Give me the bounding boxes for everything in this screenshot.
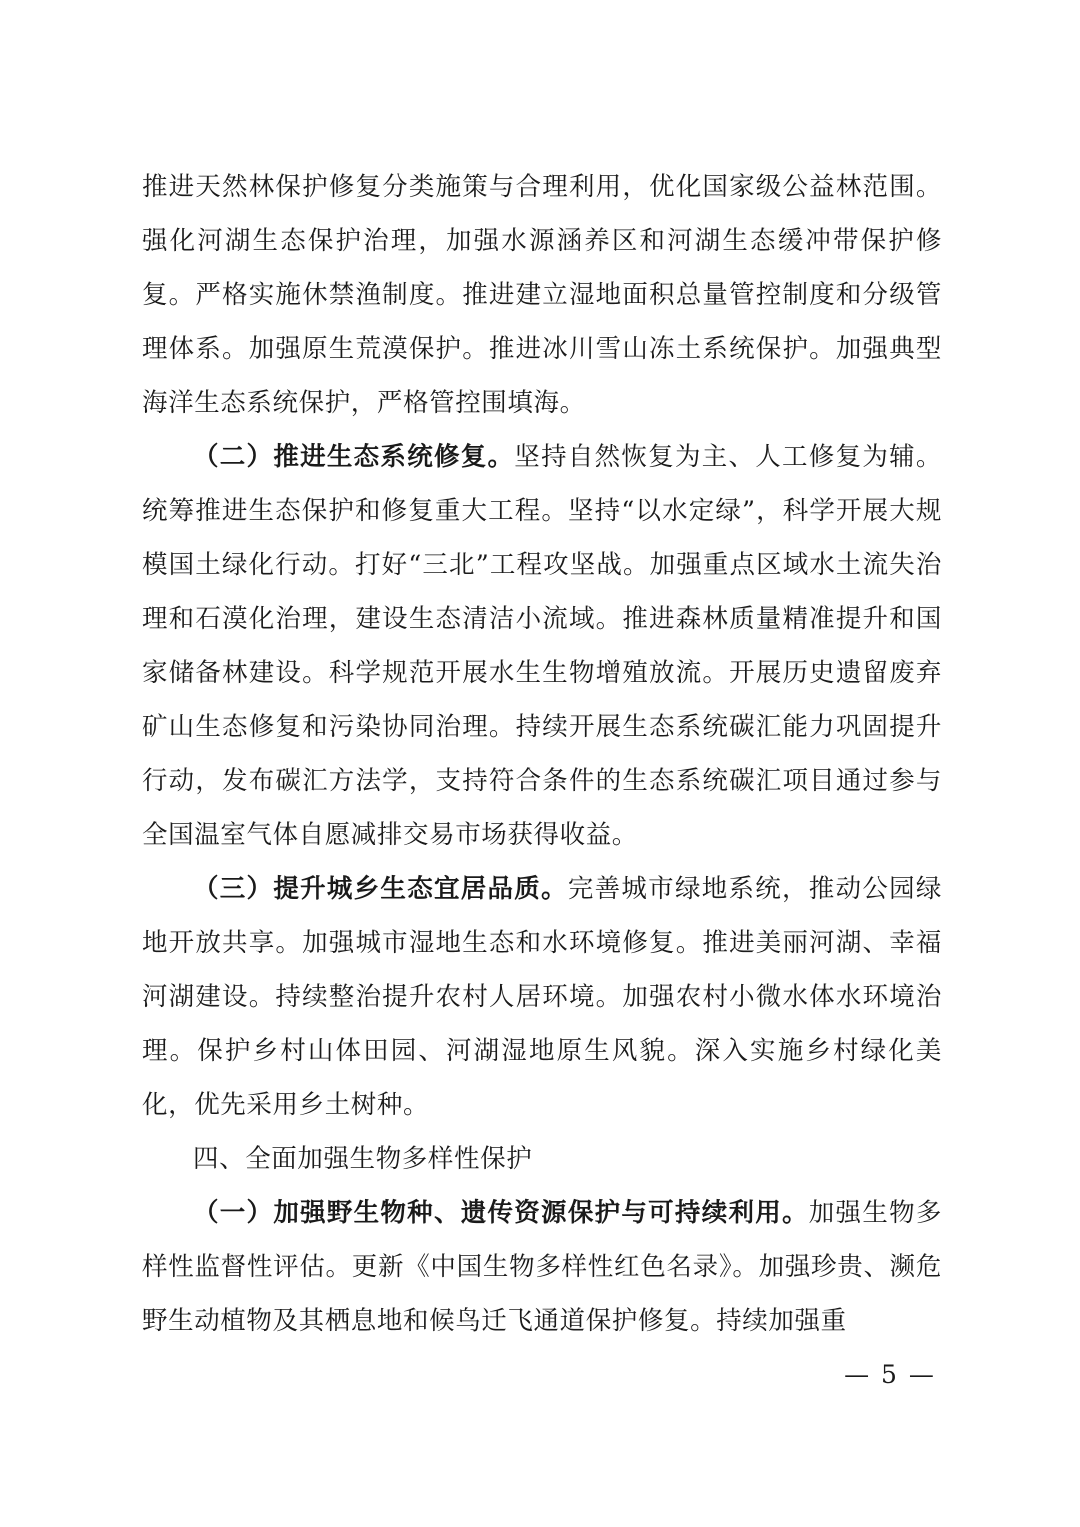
paragraph-wild-species-protection (142, 1186, 942, 1348)
paragraph-text: 完善城市绿地系统，推动公园绿地开放共享。加强城市湿地生态和水环境修复。推进美丽河湖、幸福河湖建设。持续整治提升农村人居环境。加强农村小微水体水环境治理。保护乡村山体田园、河湖湿地原生风貌。深入实施乡村绿化美化，优先采用乡土树种。 (142, 874, 943, 1120)
paragraph-ecosystem-restoration (142, 430, 942, 862)
page-number: — 5 — (844, 1360, 936, 1389)
document-body (142, 160, 942, 1348)
section-heading-text: 四、全面加强生物多样性保护 (193, 1144, 533, 1174)
section-lead: （二）推进生态系统修复。 (193, 442, 515, 472)
section-lead: （一）加强野生物种、遗传资源保护与可持续利用。 (193, 1198, 809, 1228)
paragraph-urban-rural-livability (142, 862, 942, 1132)
paragraph-text: 坚持自然恢复为主、人工修复为辅。统筹推进生态保护和修复重大工程。坚持“以水定绿”，科学开展大规模国土绿化行动。打好“三北”工程攻坚战。加强重点区域水土流失治理和石漠化治理，建设生态清洁小流域。推进森林质量精准提升和国家储备林建设。科学规范开展水生生物增殖放流。开展历史遗留废弃矿山生态修复和污染协同治理。持续开展生态系统碳汇能力巩固提升行动，发布碳汇方法学，支持符合条件的生态系统碳汇项目通过参与全国温室气体自愿减排交易市场获得收益。 (142, 442, 943, 850)
section-lead: （三）提升城乡生态宜居品质。 (193, 874, 568, 904)
section-heading (142, 1132, 942, 1186)
paragraph-text: 推进天然林保护修复分类施策与合理利用，优化国家级公益林范围。强化河湖生态保护治理，加强水源涵养区和河湖生态缓冲带保护修复。严格实施休禁渔制度。推进建立湿地面积总量管控制度和分级管理体系。加强原生荒漠保护。推进冰川雪山冻土系统保护。加强典型海洋生态系统保护，严格管控围填海。 (142, 172, 942, 418)
paragraph-text: 加强生物多样性监督性评估。更新《中国生物多样性红色名录》。加强珍贵、濒危野生动植物及其栖息地和候鸟迁飞通道保护修复。持续加强重 (142, 1198, 942, 1336)
paragraph-continued (142, 160, 942, 430)
